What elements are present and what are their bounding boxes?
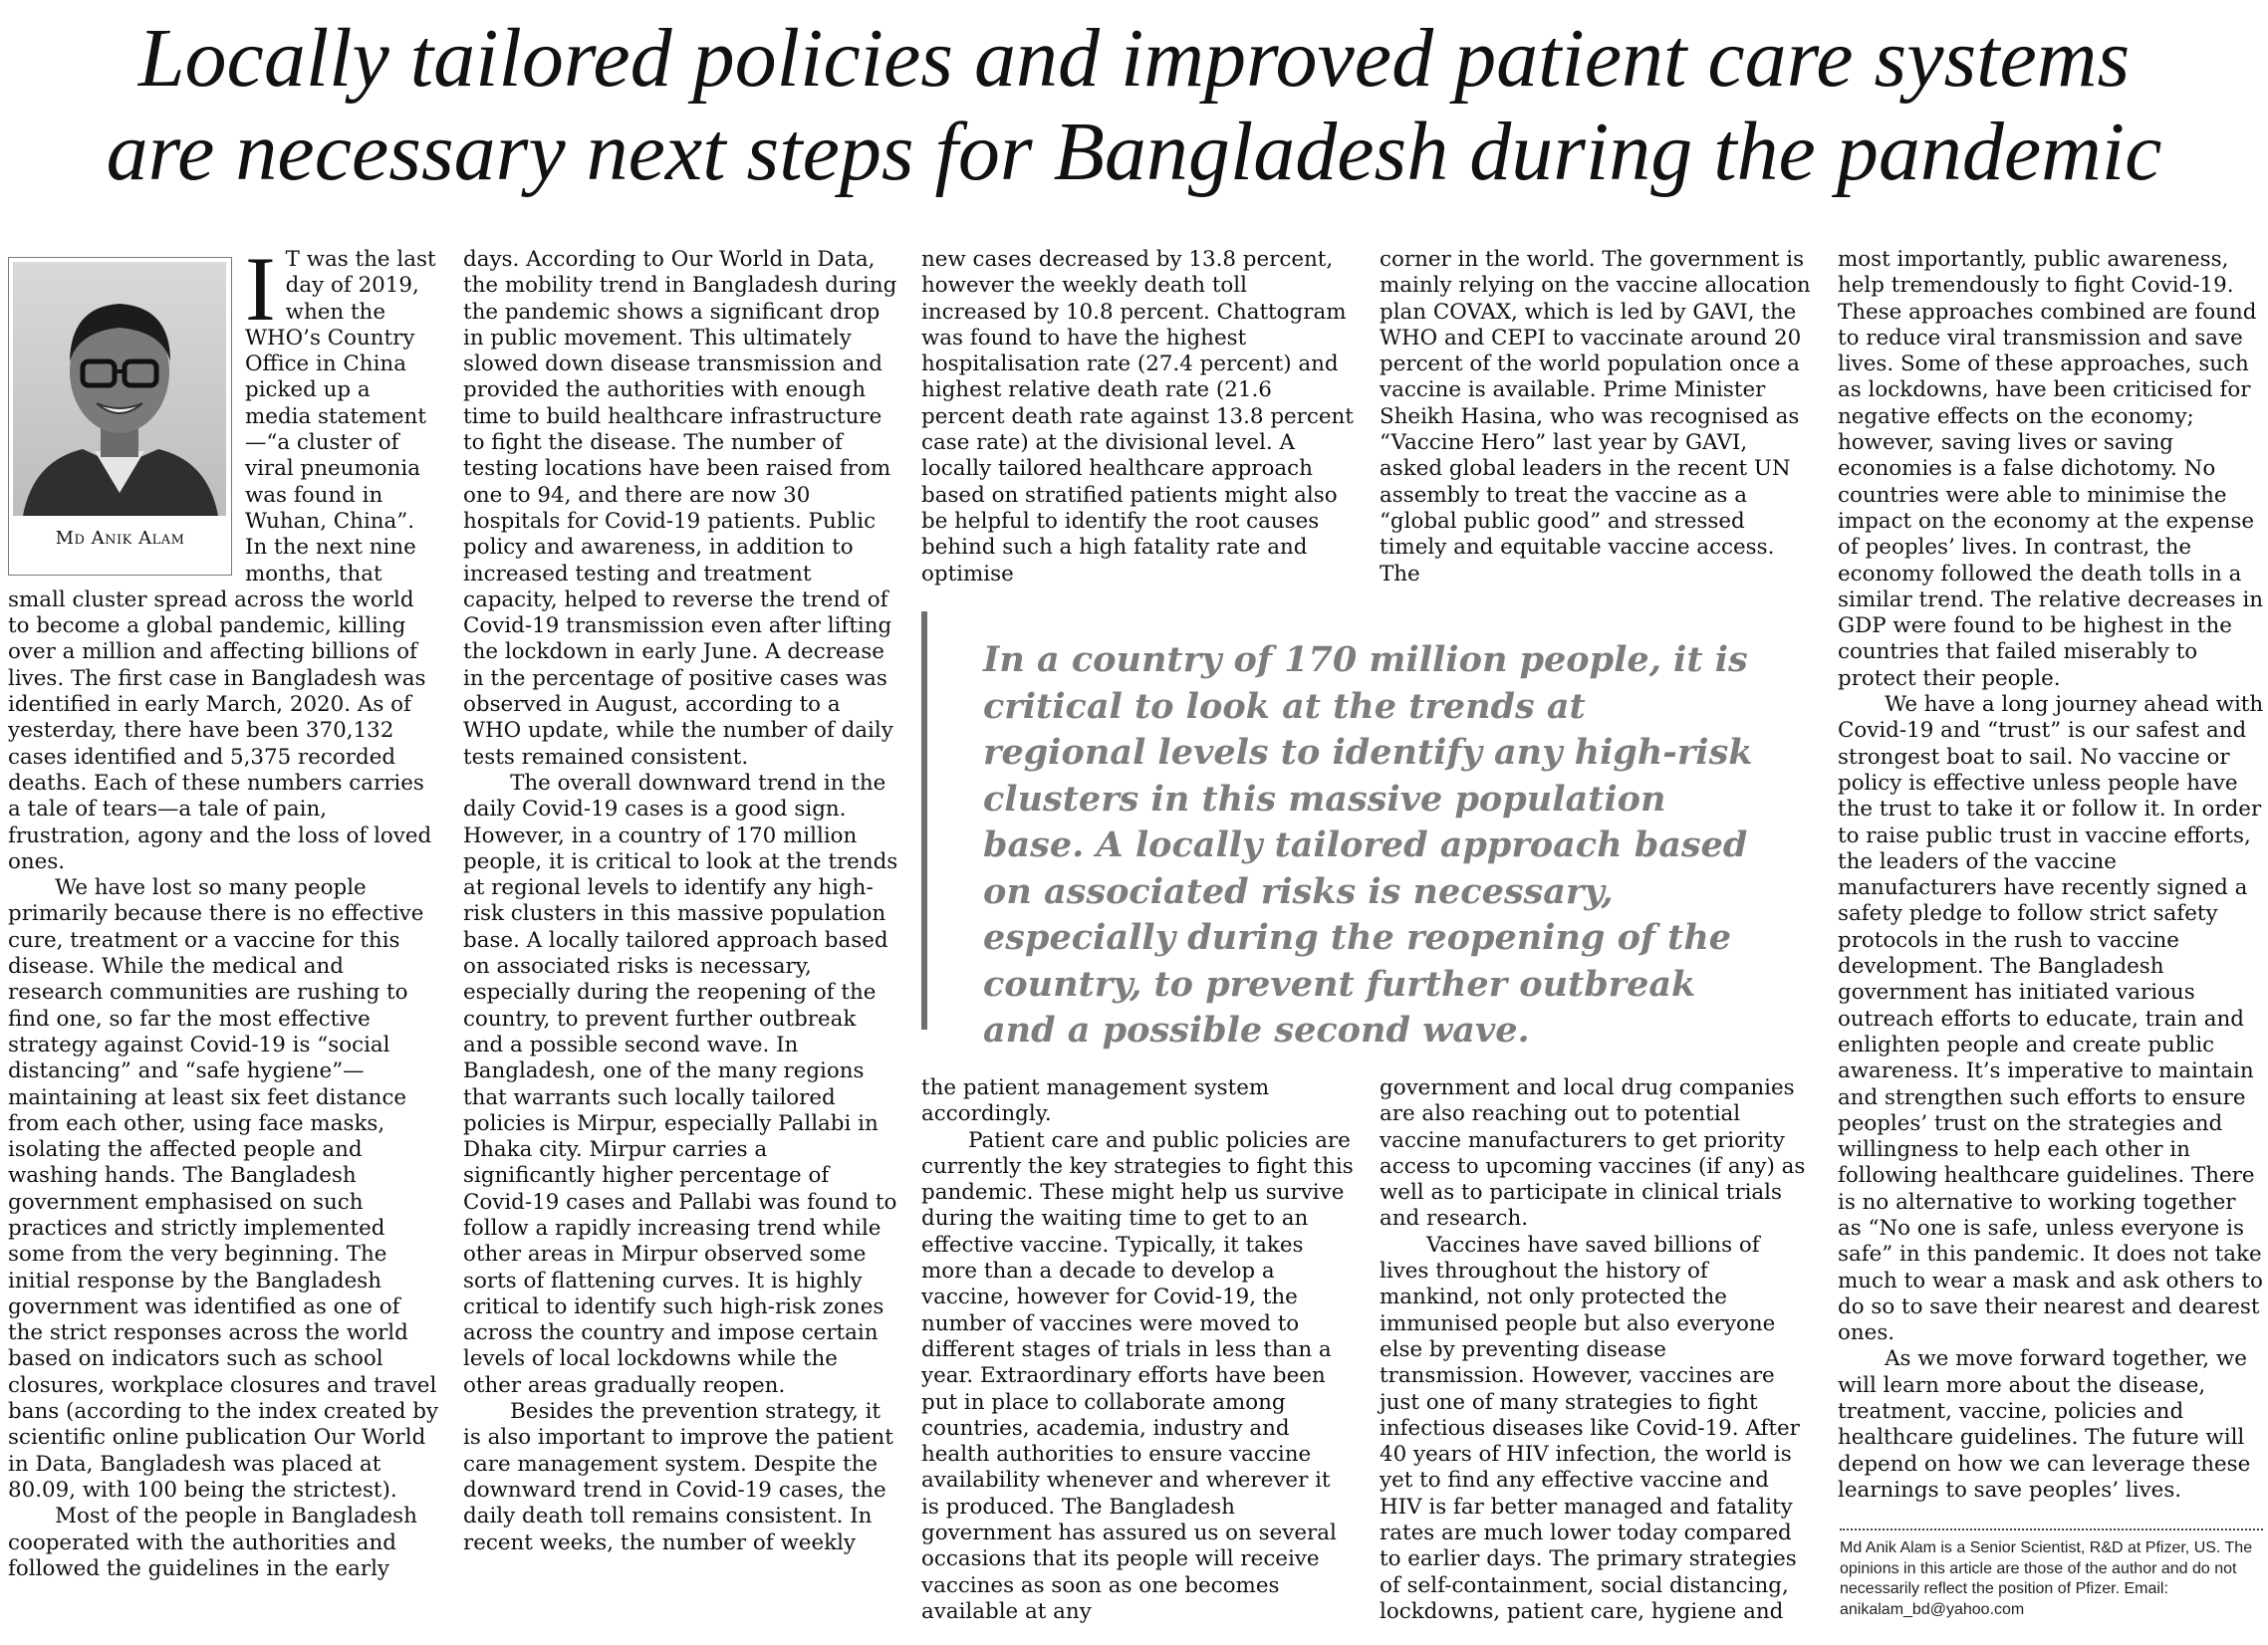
column-2 <box>463 247 901 1556</box>
column-2-paragraph-2: The overall downward trend in the daily Covid-19 cases is a good sign. However, in a country of 170 million people, it is critical to look at the trends at regional levels to identify any high-risk clusters in this massive population base. A locally tailored approach based on associated risks is necessary, especially during the reopening of the country, to prevent further outbreak and a possible second wave. In Bangladesh, one of the many regions that warrants such locally tailored policies is Mirpur, especially Pallabi in Dhaka city. Mirpur carries a significantly higher percentage of Covid-19 cases and Pallabi was found to follow a rapidly increasing trend while other areas in Mirpur observed some sorts of flattening curves. It is highly critical to identify such high-risk zones across the country and impose certain levels of local lockdowns while the other areas gradually reopen. <box>463 770 898 1398</box>
column-5-paragraph-3: As we move forward together, we will learn more about the disease, treatment, vaccine, policies and healthcare guidelines. The future will depend on how we can leverage these learnings to save peoples’ lives. <box>1838 1346 2251 1503</box>
column-3-bottom-paragraph-2: Patient care and public policies are currently the key strategies to fight this pandemic. These might help us survive during the waiting time to get to an effective vaccine. Typically, it takes more than a decade to develop a vaccine, however for Covid-19, the number of vaccines were moved to different stages of trials in less than a year. Extraordinary efforts have been put in place to collaborate among countries, academia, industry and health authorities to ensure vaccine availability whenever and wherever it is produced. The Bangladesh government has assured us on several occasions that its people will receive vaccines as soon as one becomes available at any <box>921 1127 1354 1624</box>
column-3-bottom <box>921 1075 1355 1625</box>
headline-line-2: are necessary next steps for Bangladesh during the pandemic <box>106 106 2162 198</box>
column-4-top <box>1380 247 1813 588</box>
column-2-paragraph-1: days. According to Our World in Data, the mobility trend in Bangladesh during the pandemic shows a significant drop in public movement. This ultimately slowed down disease transmission and provided the authorities with enough time to build healthcare infrastructure to fight the disease. The number of testing locations have been raised from one to 94, and there are now 30 hospitals for Covid-19 patients. Public policy and awareness, in addition to increased testing and treatment capacity, helped to reverse the trend of Covid-19 transmission even after lifting the lockdown in early June. A decrease in the percentage of positive cases was observed in August, according to a WHO update, while the number of daily tests remained consistent. <box>463 247 897 770</box>
headline <box>0 12 2268 199</box>
column-4-bottom <box>1380 1075 1813 1625</box>
bio-divider <box>1840 1528 2263 1530</box>
column-1-paragraph-3: Most of the people in Bangladesh cooperated with the authorities and followed the guidelines in the early <box>8 1504 417 1581</box>
column-4-bottom-paragraph-1: government and local drug companies are also reaching out to potential vaccine manufacturers to get priority access to upcoming vaccines (if any) as well as to participate in clinical trials and research. <box>1380 1075 1806 1232</box>
photo-spacer <box>8 247 245 578</box>
column-1-paragraph-1-text: T was the last day of 2019, when the WHO’s Country Office in China picked up a media statement—“a cluster of viral pneumonia was found in Wuhan, China”. In the next nine months, that small cluster spread across the world to become a global pandemic, killing over a million and affecting billions of lives. The first case in Bangladesh was identified in early March, 2020. As of yesterday, there have been 370,132 cases identified and 5,375 recorded deaths. Each of these numbers carries a tale of tears—a tale of pain, frustration, agony and the loss of loved ones. <box>8 247 436 874</box>
author-caption: Md Anik Alam <box>55 528 185 549</box>
column-2-paragraph-3: Besides the prevention strategy, it is also important to improve the patient care management system. Despite the downward trend in Covid-19 cases, the daily death toll remains consistent. In recent weeks, the number of weekly <box>463 1399 893 1555</box>
column-3-bottom-paragraph-1: the patient management system accordingly. <box>921 1075 1270 1127</box>
column-5 <box>1838 247 2264 1504</box>
column-4-top-paragraph-1: corner in the world. The government is mainly relying on the vaccine allocation plan COVAX, which is led by GAVI, the WHO and CEPI to vaccinate around 20 percent of the world population once a vaccine is available. Prime Minister Sheikh Hasina, who was recognised as “Vaccine Hero” last year by GAVI, asked global leaders in the recent UN assembly to treat the vaccine as a “global public good” and stressed timely and equitable vaccine access. The <box>1380 247 1811 587</box>
column-3-top-paragraph-1: new cases decreased by 13.8 percent, however the weekly death toll increased by 10.8 percent. Chattogram was found to have the highest hospitalisation rate (27.4 percent) and highest relative death rate (21.6 percent death rate against 13.8 percent case rate) at the divisional level. A locally tailored healthcare approach based on stratified patients might also be helpful to identify the root causes behind such a high fatality rate and optimise <box>921 247 1354 587</box>
column-1 <box>8 238 441 1582</box>
headline-line-1: Locally tailored policies and improved patient care systems <box>137 12 2131 105</box>
author-bio: Md Anik Alam is a Senior Scientist, R&D at Pfizer, US. The opinions in this article are those of the author and do not necessarily reflect the position of Pfizer. Email: anikalam_bd@yahoo.com <box>1840 1539 2253 1618</box>
column-5-paragraph-2: We have a long journey ahead with Covid-19 and “trust” is our safest and strongest boat to sail. No vaccine or policy is effective unless people have the trust to take it or follow it. In order to raise public trust in vaccine efforts, the leaders of the vaccine manufacturers have recently signed a safety pledge to follow strict safety protocols in the rush to vaccine development. The Bangladesh government has initiated various outreach efforts to educate, train and enlighten people and create public awareness. It’s imperative to maintain and strengthen such efforts to ensure peoples’ trust on the strategies and willingness to help each other in following healthcare guidelines. There is no alternative to working together as “No one is safe, unless everyone is safe” in this pandemic. It does not take much to wear a mask and ask others to do so to save their nearest and dearest ones. <box>1838 692 2264 1346</box>
column-5-paragraph-1: most importantly, public awareness, help tremendously to fight Covid-19. These approaches combined are found to reduce viral transmission and save lives. Some of these approaches, such as lockdowns, have been criticised for negative effects on the economy; however, saving lives or saving economies is a false dichotomy. No countries were able to minimise the impact on the economy at the expense of peoples’ lives. In contrast, the economy followed the death tolls in a similar trend. The relative decreases in GDP were found to be highest in the countries that failed miserably to protect their people. <box>1838 247 2264 691</box>
column-4-bottom-paragraph-2: Vaccines have saved billions of lives throughout the history of mankind, not only protected the immunised people but also everyone else by preventing disease transmission. However, vaccines are just one of many strategies to fight infectious diseases like Covid-19. After 40 years of HIV infection, the world is yet to find any effective vaccine and HIV is far better managed and fatality rates are much lower today compared to earlier days. The primary strategies of self-containment, social distancing, lockdowns, patient care, hygiene and <box>1380 1232 1800 1624</box>
drop-cap: I <box>245 238 276 340</box>
column-1-paragraph-2: We have lost so many people primarily because there is no effective cure, treatment or a vaccine for this disease. While the medical and research communities are rushing to find one, so far the most effective strategy against Covid-19 is “social distancing” and “safe hygiene”—maintaining at least six feet distance from each other, using face masks, isolating the affected people and washing hands. The Bangladesh government emphasised on such practices and strictly implemented some from the very beginning. The initial response by the Bangladesh government was identified as one of the strict responses across the world based on indicators such as school closures, workplace closures and travel bans (according to the index created by scientific online publication Our World in Data, Bangladesh was placed at 80.09, with 100 being the strictest). <box>8 875 439 1503</box>
column-3-top <box>921 247 1355 588</box>
pull-quote: In a country of 170 million people, it is critical to look at the trends at regional levels to identify any high-risk clusters in this massive population base. A locally tailored approach based on associated risks is necessary, especially during the reopening of the country, to prevent further outbreak and a possible second wave. <box>921 611 1788 1030</box>
